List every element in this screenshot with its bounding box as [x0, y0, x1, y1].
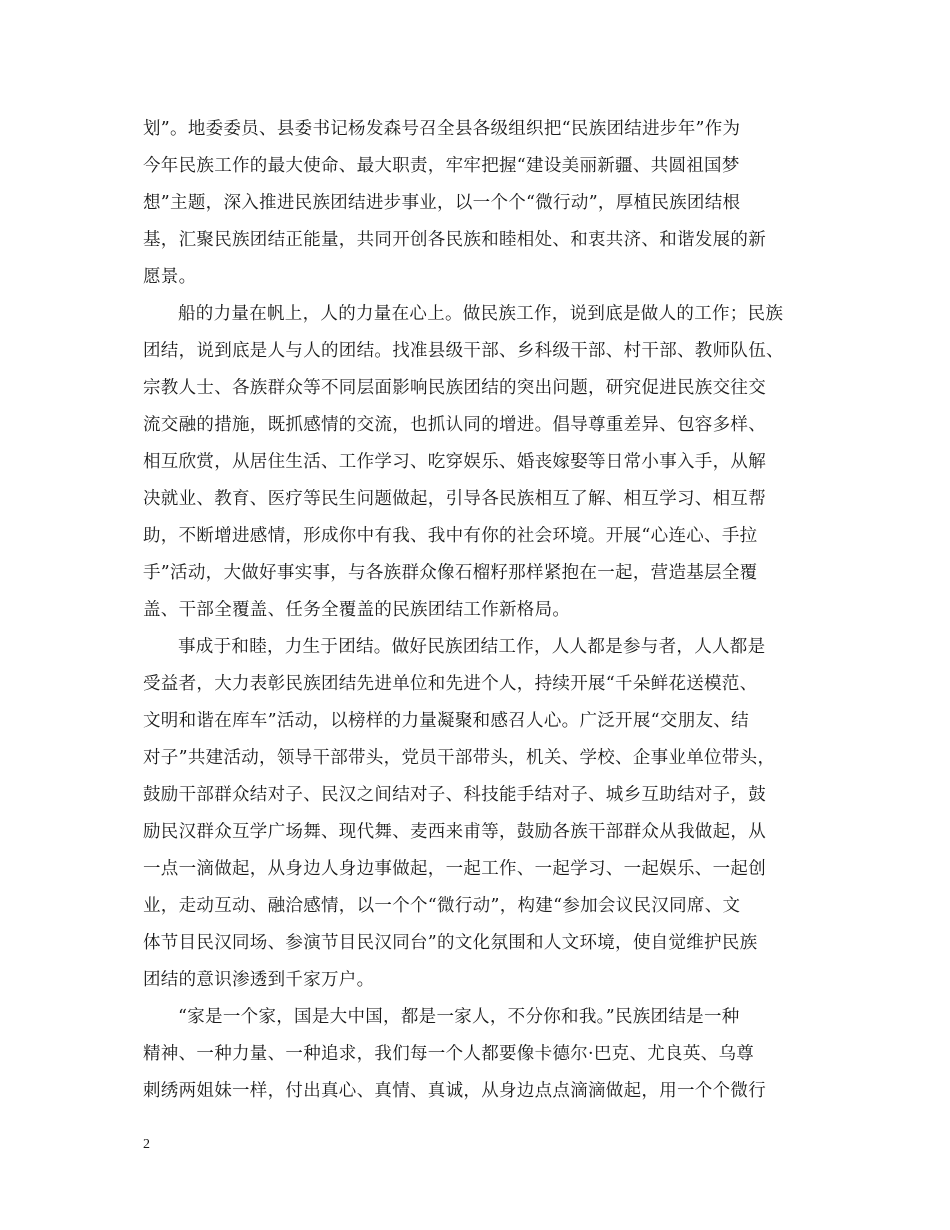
text-line: 励民汉群众互学广场舞、现代舞、麦西来甫等，鼓励各族干部群众从我做起，从 [143, 822, 766, 842]
text-line: 业，走动互动、融洽感情，以一个个“微行动”，构建“参加会议民汉同席、文 [143, 896, 741, 916]
text-line: 流交融的措施，既抓感情的交流，也抓认同的增进。倡导尊重差异、包容多样、 [143, 415, 766, 435]
paragraph-start-line: 事成于和睦，力生于团结。做好民族团结工作，人人都是参与者，人人都是 [178, 637, 766, 657]
page-number: 2 [143, 1137, 150, 1152]
text-line: 团结的意识渗透到千家万户。 [143, 970, 375, 990]
text-line: 助，不断增进感情，形成你中有我、我中有你的社会环境。开展“心连心、手拉 [143, 526, 758, 546]
text-line: 宗教人士、各族群众等不同层面影响民族团结的突出问题，研究促进民族交往交 [143, 378, 766, 398]
text-line: 一点一滴做起，从身边人身边事做起，一起工作、一起学习、一起娱乐、一起创 [143, 859, 766, 879]
text-line: 手”活动，大做好事实事，与各族群众像石榴籽那样紧抱在一起，营造基层全覆 [143, 563, 758, 583]
text-line: 今年民族工作的最大使命、最大职责，牢牢把握“建设美丽新疆、共圆祖国梦 [143, 156, 740, 176]
paragraph-start-line: 船的力量在帆上，人的力量在心上。做民族工作，说到底是做人的工作；民族 [178, 304, 784, 324]
text-line: 体节目民汉同场、参演节目民汉同台”的文化氛围和人文环境，使自觉维护民族 [143, 933, 758, 953]
text-line: 受益者，大力表彰民族团结先进单位和先进个人，持续开展“千朵鲜花送模范、 [143, 674, 758, 694]
text-line: 鼓励干部群众结对子、民汉之间结对子、科技能手结对子、城乡互助结对子，鼓 [143, 785, 766, 805]
text-line: 对子”共建活动，领导干部带头，党员干部带头，机关、学校、企事业单位带头， [143, 748, 776, 768]
text-line: 划”。地委委员、县委书记杨发森号召全县各级组织把“民族团结进步年”作为 [143, 119, 741, 139]
text-line: 精神、一种力量、一种追求，我们每一个人都要像卡德尔·巴克、尤良英、乌尊 [143, 1044, 755, 1064]
text-line: 基，汇聚民族团结正能量，共同开创各民族和睦相处、和衷共济、和谐发展的新 [143, 230, 766, 250]
paragraph-start-line: “家是一个家，国是大中国，都是一家人，不分你和我。”民族团结是一种 [178, 1007, 740, 1027]
text-line: 盖、干部全覆盖、任务全覆盖的民族团结工作新格局。 [143, 600, 571, 620]
text-line: 文明和谐在库车”活动，以榜样的力量凝聚和感召人心。广泛开展“交朋友、结 [143, 711, 749, 731]
text-line: 刺绣两姐妹一样，付出真心、真情、真诚，从身边点点滴滴做起，用一个个微行 [143, 1081, 766, 1101]
text-line: 愿景。 [143, 267, 197, 287]
text-line: 想”主题，深入推进民族团结进步事业，以一个个“微行动”，厚植民族团结根 [143, 193, 741, 213]
text-line: 相互欣赏，从居住生活、工作学习、吃穿娱乐、婚丧嫁娶等日常小事入手，从解 [143, 452, 766, 472]
text-line: 团结，说到底是人与人的团结。找准县级干部、乡科级干部、村干部、教师队伍、 [143, 341, 784, 361]
text-line: 决就业、教育、医疗等民生问题做起，引导各民族相互了解、相互学习、相互帮 [143, 489, 766, 509]
